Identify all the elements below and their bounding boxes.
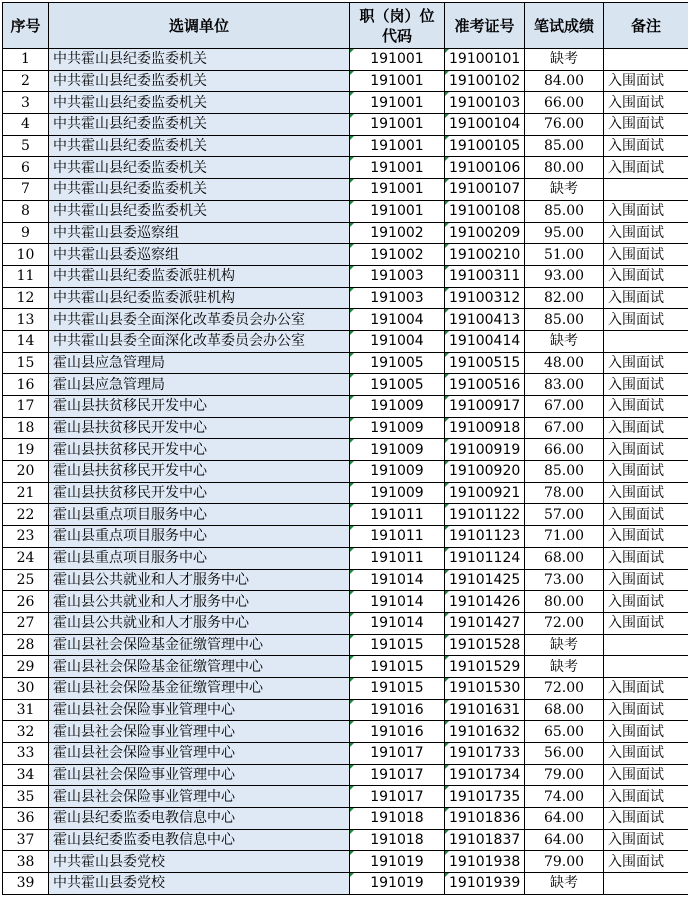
cell-note: 入围面试 xyxy=(604,374,688,396)
cell-ticket-number: 19101939 xyxy=(445,873,525,895)
cell-unit: 霍山县应急管理局 xyxy=(49,374,350,396)
cell-position-code: 191004 xyxy=(350,309,445,331)
cell-unit: 霍山县扶贫移民开发中心 xyxy=(49,439,350,461)
table-row xyxy=(3,743,688,765)
cell-position-code: 191003 xyxy=(350,287,445,309)
cell-score: 73.00 xyxy=(525,569,604,591)
table-row xyxy=(3,157,688,179)
cell-position-code: 191019 xyxy=(350,851,445,873)
cell-seq: 17 xyxy=(3,396,49,418)
cell-unit: 霍山县公共就业和人才服务中心 xyxy=(49,591,350,613)
table-row xyxy=(3,677,688,699)
cell-unit: 霍山县社会保险基金征缴管理中心 xyxy=(49,677,350,699)
cell-position-code: 191001 xyxy=(350,70,445,92)
cell-seq: 10 xyxy=(3,244,49,266)
cell-note: 入围面试 xyxy=(604,721,688,743)
cell-score: 缺考 xyxy=(525,634,604,656)
cell-note xyxy=(604,873,688,895)
cell-ticket-number: 19101425 xyxy=(445,569,525,591)
table-row xyxy=(3,114,688,136)
cell-note: 入围面试 xyxy=(604,482,688,504)
cell-unit: 霍山县社会保险基金征缴管理中心 xyxy=(49,656,350,678)
table-row xyxy=(3,244,688,266)
table-row xyxy=(3,417,688,439)
cell-score: 85.00 xyxy=(525,309,604,331)
cell-score: 56.00 xyxy=(525,743,604,765)
cell-unit: 中共霍山县委党校 xyxy=(49,851,350,873)
table-row xyxy=(3,721,688,743)
cell-position-code: 191001 xyxy=(350,92,445,114)
cell-ticket-number: 19101735 xyxy=(445,786,525,808)
cell-ticket-number: 19100106 xyxy=(445,157,525,179)
header-code xyxy=(350,3,445,49)
header-note: 备注 xyxy=(604,3,688,49)
table-row xyxy=(3,222,688,244)
cell-note: 入围面试 xyxy=(604,70,688,92)
cell-note: 入围面试 xyxy=(604,612,688,634)
score-table xyxy=(2,2,688,895)
cell-score: 95.00 xyxy=(525,222,604,244)
cell-unit: 霍山县社会保险事业管理中心 xyxy=(49,743,350,765)
cell-note: 入围面试 xyxy=(604,222,688,244)
cell-unit: 霍山县扶贫移民开发中心 xyxy=(49,482,350,504)
cell-ticket-number: 19100105 xyxy=(445,135,525,157)
cell-seq: 26 xyxy=(3,591,49,613)
cell-note: 入围面试 xyxy=(604,92,688,114)
cell-note: 入围面试 xyxy=(604,547,688,569)
cell-seq: 31 xyxy=(3,699,49,721)
cell-unit: 霍山县公共就业和人才服务中心 xyxy=(49,612,350,634)
cell-score: 79.00 xyxy=(525,851,604,873)
cell-position-code: 191003 xyxy=(350,265,445,287)
cell-seq: 28 xyxy=(3,634,49,656)
cell-note xyxy=(604,656,688,678)
cell-ticket-number: 19101123 xyxy=(445,526,525,548)
cell-note: 入围面试 xyxy=(604,157,688,179)
cell-score: 80.00 xyxy=(525,157,604,179)
cell-ticket-number: 19101836 xyxy=(445,808,525,830)
table-row xyxy=(3,179,688,201)
cell-unit: 霍山县社会保险事业管理中心 xyxy=(49,764,350,786)
cell-unit: 中共霍山县纪委监委机关 xyxy=(49,135,350,157)
cell-unit: 中共霍山县委全面深化改革委员会办公室 xyxy=(49,330,350,352)
cell-position-code: 191009 xyxy=(350,417,445,439)
cell-score: 93.00 xyxy=(525,265,604,287)
cell-ticket-number: 19101529 xyxy=(445,656,525,678)
table-row xyxy=(3,634,688,656)
cell-seq: 4 xyxy=(3,114,49,136)
table-row xyxy=(3,547,688,569)
cell-score: 68.00 xyxy=(525,547,604,569)
cell-ticket-number: 19100516 xyxy=(445,374,525,396)
cell-score: 72.00 xyxy=(525,612,604,634)
table-row xyxy=(3,612,688,634)
cell-note: 入围面试 xyxy=(604,135,688,157)
cell-ticket-number: 19100107 xyxy=(445,179,525,201)
cell-note xyxy=(604,330,688,352)
cell-ticket-number: 19101938 xyxy=(445,851,525,873)
table-row xyxy=(3,287,688,309)
cell-score: 78.00 xyxy=(525,482,604,504)
cell-ticket-number: 19101734 xyxy=(445,764,525,786)
cell-position-code: 191001 xyxy=(350,200,445,222)
cell-seq: 21 xyxy=(3,482,49,504)
cell-score: 79.00 xyxy=(525,764,604,786)
cell-position-code: 191017 xyxy=(350,764,445,786)
table-row xyxy=(3,70,688,92)
table-row xyxy=(3,504,688,526)
cell-position-code: 191011 xyxy=(350,547,445,569)
table-row xyxy=(3,482,688,504)
cell-position-code: 191019 xyxy=(350,873,445,895)
cell-unit: 霍山县重点项目服务中心 xyxy=(49,504,350,526)
cell-note: 入围面试 xyxy=(604,309,688,331)
cell-ticket-number: 19101733 xyxy=(445,743,525,765)
cell-ticket-number: 19100210 xyxy=(445,244,525,266)
cell-note: 入围面试 xyxy=(604,569,688,591)
cell-note: 入围面试 xyxy=(604,352,688,374)
cell-unit: 霍山县扶贫移民开发中心 xyxy=(49,461,350,483)
cell-ticket-number: 19100515 xyxy=(445,352,525,374)
table-row xyxy=(3,92,688,114)
table-row xyxy=(3,352,688,374)
cell-seq: 38 xyxy=(3,851,49,873)
cell-ticket-number: 19100102 xyxy=(445,70,525,92)
cell-ticket-number: 19100414 xyxy=(445,330,525,352)
cell-ticket-number: 19100104 xyxy=(445,114,525,136)
cell-unit: 霍山县社会保险事业管理中心 xyxy=(49,721,350,743)
cell-seq: 20 xyxy=(3,461,49,483)
cell-seq: 24 xyxy=(3,547,49,569)
cell-position-code: 191002 xyxy=(350,222,445,244)
table-row xyxy=(3,656,688,678)
cell-position-code: 191005 xyxy=(350,374,445,396)
cell-score: 缺考 xyxy=(525,873,604,895)
cell-ticket-number: 19101426 xyxy=(445,591,525,613)
cell-seq: 19 xyxy=(3,439,49,461)
cell-position-code: 191009 xyxy=(350,461,445,483)
cell-position-code: 191011 xyxy=(350,526,445,548)
cell-score: 66.00 xyxy=(525,92,604,114)
cell-score: 缺考 xyxy=(525,656,604,678)
cell-note: 入围面试 xyxy=(604,504,688,526)
header-row xyxy=(3,3,688,49)
cell-ticket-number: 19100311 xyxy=(445,265,525,287)
cell-seq: 7 xyxy=(3,179,49,201)
table-row xyxy=(3,569,688,591)
cell-seq: 8 xyxy=(3,200,49,222)
cell-note: 入围面试 xyxy=(604,808,688,830)
cell-score: 85.00 xyxy=(525,461,604,483)
cell-note: 入围面试 xyxy=(604,244,688,266)
cell-score: 65.00 xyxy=(525,721,604,743)
cell-unit: 中共霍山县纪委监委机关 xyxy=(49,70,350,92)
table-row xyxy=(3,764,688,786)
cell-ticket-number: 19100103 xyxy=(445,92,525,114)
cell-unit: 霍山县扶贫移民开发中心 xyxy=(49,396,350,418)
cell-position-code: 191014 xyxy=(350,591,445,613)
cell-seq: 37 xyxy=(3,829,49,851)
cell-score: 71.00 xyxy=(525,526,604,548)
cell-unit: 中共霍山县纪委监委机关 xyxy=(49,179,350,201)
cell-score: 48.00 xyxy=(525,352,604,374)
cell-score: 57.00 xyxy=(525,504,604,526)
cell-ticket-number: 19100920 xyxy=(445,461,525,483)
table-row xyxy=(3,330,688,352)
cell-position-code: 191015 xyxy=(350,656,445,678)
table-row xyxy=(3,374,688,396)
cell-position-code: 191009 xyxy=(350,482,445,504)
cell-note: 入围面试 xyxy=(604,699,688,721)
cell-unit: 霍山县公共就业和人才服务中心 xyxy=(49,569,350,591)
cell-ticket-number: 19100209 xyxy=(445,222,525,244)
cell-note xyxy=(604,49,688,71)
cell-position-code: 191002 xyxy=(350,244,445,266)
table-row xyxy=(3,396,688,418)
cell-seq: 25 xyxy=(3,569,49,591)
cell-note: 入围面试 xyxy=(604,439,688,461)
cell-ticket-number: 19100918 xyxy=(445,417,525,439)
cell-position-code: 191015 xyxy=(350,677,445,699)
cell-position-code: 191016 xyxy=(350,699,445,721)
cell-unit: 中共霍山县委全面深化改革委员会办公室 xyxy=(49,309,350,331)
header-score: 笔试成绩 xyxy=(525,3,604,49)
cell-position-code: 191009 xyxy=(350,439,445,461)
cell-note: 入围面试 xyxy=(604,743,688,765)
cell-position-code: 191001 xyxy=(350,49,445,71)
cell-seq: 5 xyxy=(3,135,49,157)
cell-unit: 中共霍山县纪委监委机关 xyxy=(49,157,350,179)
cell-note: 入围面试 xyxy=(604,677,688,699)
cell-score: 74.00 xyxy=(525,786,604,808)
cell-ticket-number: 19100312 xyxy=(445,287,525,309)
cell-seq: 2 xyxy=(3,70,49,92)
cell-note: 入围面试 xyxy=(604,265,688,287)
cell-score: 76.00 xyxy=(525,114,604,136)
cell-position-code: 191014 xyxy=(350,569,445,591)
cell-score: 缺考 xyxy=(525,179,604,201)
cell-unit: 霍山县重点项目服务中心 xyxy=(49,547,350,569)
cell-score: 缺考 xyxy=(525,330,604,352)
cell-position-code: 191017 xyxy=(350,786,445,808)
cell-score: 83.00 xyxy=(525,374,604,396)
cell-position-code: 191009 xyxy=(350,396,445,418)
cell-seq: 18 xyxy=(3,417,49,439)
cell-unit: 霍山县社会保险基金征缴管理中心 xyxy=(49,634,350,656)
cell-score: 67.00 xyxy=(525,417,604,439)
cell-unit: 霍山县社会保险事业管理中心 xyxy=(49,699,350,721)
cell-position-code: 191001 xyxy=(350,135,445,157)
cell-note: 入围面试 xyxy=(604,114,688,136)
cell-seq: 36 xyxy=(3,808,49,830)
cell-score: 85.00 xyxy=(525,135,604,157)
table-row xyxy=(3,135,688,157)
table-row xyxy=(3,786,688,808)
table-row xyxy=(3,808,688,830)
cell-position-code: 191014 xyxy=(350,612,445,634)
cell-position-code: 191015 xyxy=(350,634,445,656)
cell-note: 入围面试 xyxy=(604,200,688,222)
cell-note: 入围面试 xyxy=(604,526,688,548)
table-row xyxy=(3,461,688,483)
cell-seq: 12 xyxy=(3,287,49,309)
cell-seq: 16 xyxy=(3,374,49,396)
cell-seq: 1 xyxy=(3,49,49,71)
cell-position-code: 191001 xyxy=(350,179,445,201)
table-body xyxy=(3,49,688,895)
cell-position-code: 191018 xyxy=(350,808,445,830)
cell-score: 64.00 xyxy=(525,829,604,851)
cell-score: 68.00 xyxy=(525,699,604,721)
cell-seq: 30 xyxy=(3,677,49,699)
table-row xyxy=(3,200,688,222)
cell-score: 72.00 xyxy=(525,677,604,699)
header-seq: 序号 xyxy=(3,3,49,49)
cell-note: 入围面试 xyxy=(604,829,688,851)
cell-ticket-number: 19100917 xyxy=(445,396,525,418)
cell-unit: 中共霍山县委巡察组 xyxy=(49,222,350,244)
table-row xyxy=(3,309,688,331)
cell-seq: 35 xyxy=(3,786,49,808)
cell-score: 66.00 xyxy=(525,439,604,461)
cell-position-code: 191004 xyxy=(350,330,445,352)
cell-unit: 中共霍山县委巡察组 xyxy=(49,244,350,266)
table-row xyxy=(3,873,688,895)
cell-seq: 23 xyxy=(3,526,49,548)
cell-ticket-number: 19101124 xyxy=(445,547,525,569)
cell-unit: 中共霍山县委党校 xyxy=(49,873,350,895)
cell-score: 缺考 xyxy=(525,49,604,71)
cell-seq: 14 xyxy=(3,330,49,352)
cell-position-code: 191001 xyxy=(350,157,445,179)
table-row xyxy=(3,591,688,613)
cell-unit: 霍山县应急管理局 xyxy=(49,352,350,374)
cell-seq: 22 xyxy=(3,504,49,526)
cell-position-code: 191016 xyxy=(350,721,445,743)
cell-ticket-number: 19101837 xyxy=(445,829,525,851)
cell-ticket-number: 19101632 xyxy=(445,721,525,743)
cell-unit: 霍山县纪委监委电教信息中心 xyxy=(49,808,350,830)
cell-unit: 霍山县扶贫移民开发中心 xyxy=(49,417,350,439)
cell-note: 入围面试 xyxy=(604,786,688,808)
cell-seq: 9 xyxy=(3,222,49,244)
table-row xyxy=(3,526,688,548)
cell-seq: 32 xyxy=(3,721,49,743)
cell-ticket-number: 19101528 xyxy=(445,634,525,656)
cell-score: 84.00 xyxy=(525,70,604,92)
cell-unit: 霍山县社会保险事业管理中心 xyxy=(49,786,350,808)
cell-note: 入围面试 xyxy=(604,396,688,418)
cell-position-code: 191005 xyxy=(350,352,445,374)
cell-score: 64.00 xyxy=(525,808,604,830)
cell-ticket-number: 19100919 xyxy=(445,439,525,461)
cell-ticket-number: 19101530 xyxy=(445,677,525,699)
table-row xyxy=(3,699,688,721)
cell-score: 82.00 xyxy=(525,287,604,309)
cell-unit: 霍山县纪委监委电教信息中心 xyxy=(49,829,350,851)
cell-position-code: 191017 xyxy=(350,743,445,765)
cell-seq: 6 xyxy=(3,157,49,179)
cell-note: 入围面试 xyxy=(604,591,688,613)
cell-note: 入围面试 xyxy=(604,417,688,439)
cell-position-code: 191001 xyxy=(350,114,445,136)
cell-seq: 29 xyxy=(3,656,49,678)
cell-unit: 中共霍山县纪委监委机关 xyxy=(49,92,350,114)
header-code-line2: 代码 xyxy=(350,26,444,46)
cell-seq: 15 xyxy=(3,352,49,374)
cell-seq: 27 xyxy=(3,612,49,634)
cell-seq: 34 xyxy=(3,764,49,786)
cell-seq: 13 xyxy=(3,309,49,331)
cell-unit: 中共霍山县纪委监委机关 xyxy=(49,114,350,136)
cell-unit: 中共霍山县纪委监委机关 xyxy=(49,49,350,71)
table-row xyxy=(3,265,688,287)
cell-ticket-number: 19100921 xyxy=(445,482,525,504)
cell-ticket-number: 19100101 xyxy=(445,49,525,71)
cell-ticket-number: 19101631 xyxy=(445,699,525,721)
cell-note: 入围面试 xyxy=(604,461,688,483)
cell-note: 入围面试 xyxy=(604,287,688,309)
cell-unit: 中共霍山县纪委监委派驻机构 xyxy=(49,265,350,287)
cell-note xyxy=(604,634,688,656)
table-row xyxy=(3,851,688,873)
cell-ticket-number: 19100108 xyxy=(445,200,525,222)
table-row xyxy=(3,439,688,461)
cell-unit: 中共霍山县纪委监委机关 xyxy=(49,200,350,222)
cell-score: 51.00 xyxy=(525,244,604,266)
table-row xyxy=(3,829,688,851)
cell-position-code: 191011 xyxy=(350,504,445,526)
cell-seq: 3 xyxy=(3,92,49,114)
cell-ticket-number: 19100413 xyxy=(445,309,525,331)
cell-note: 入围面试 xyxy=(604,764,688,786)
header-unit: 选调单位 xyxy=(49,3,350,49)
cell-seq: 33 xyxy=(3,743,49,765)
cell-position-code: 191018 xyxy=(350,829,445,851)
cell-seq: 11 xyxy=(3,265,49,287)
header-code-line1: 职（岗）位 xyxy=(350,6,444,26)
cell-note: 入围面试 xyxy=(604,851,688,873)
cell-score: 80.00 xyxy=(525,591,604,613)
cell-score: 67.00 xyxy=(525,396,604,418)
header-ticket: 准考证号 xyxy=(445,3,525,49)
cell-seq: 39 xyxy=(3,873,49,895)
cell-note xyxy=(604,179,688,201)
cell-unit: 中共霍山县纪委监委派驻机构 xyxy=(49,287,350,309)
cell-unit: 霍山县重点项目服务中心 xyxy=(49,526,350,548)
cell-ticket-number: 19101427 xyxy=(445,612,525,634)
table-row xyxy=(3,49,688,71)
cell-score: 85.00 xyxy=(525,200,604,222)
cell-ticket-number: 19101122 xyxy=(445,504,525,526)
